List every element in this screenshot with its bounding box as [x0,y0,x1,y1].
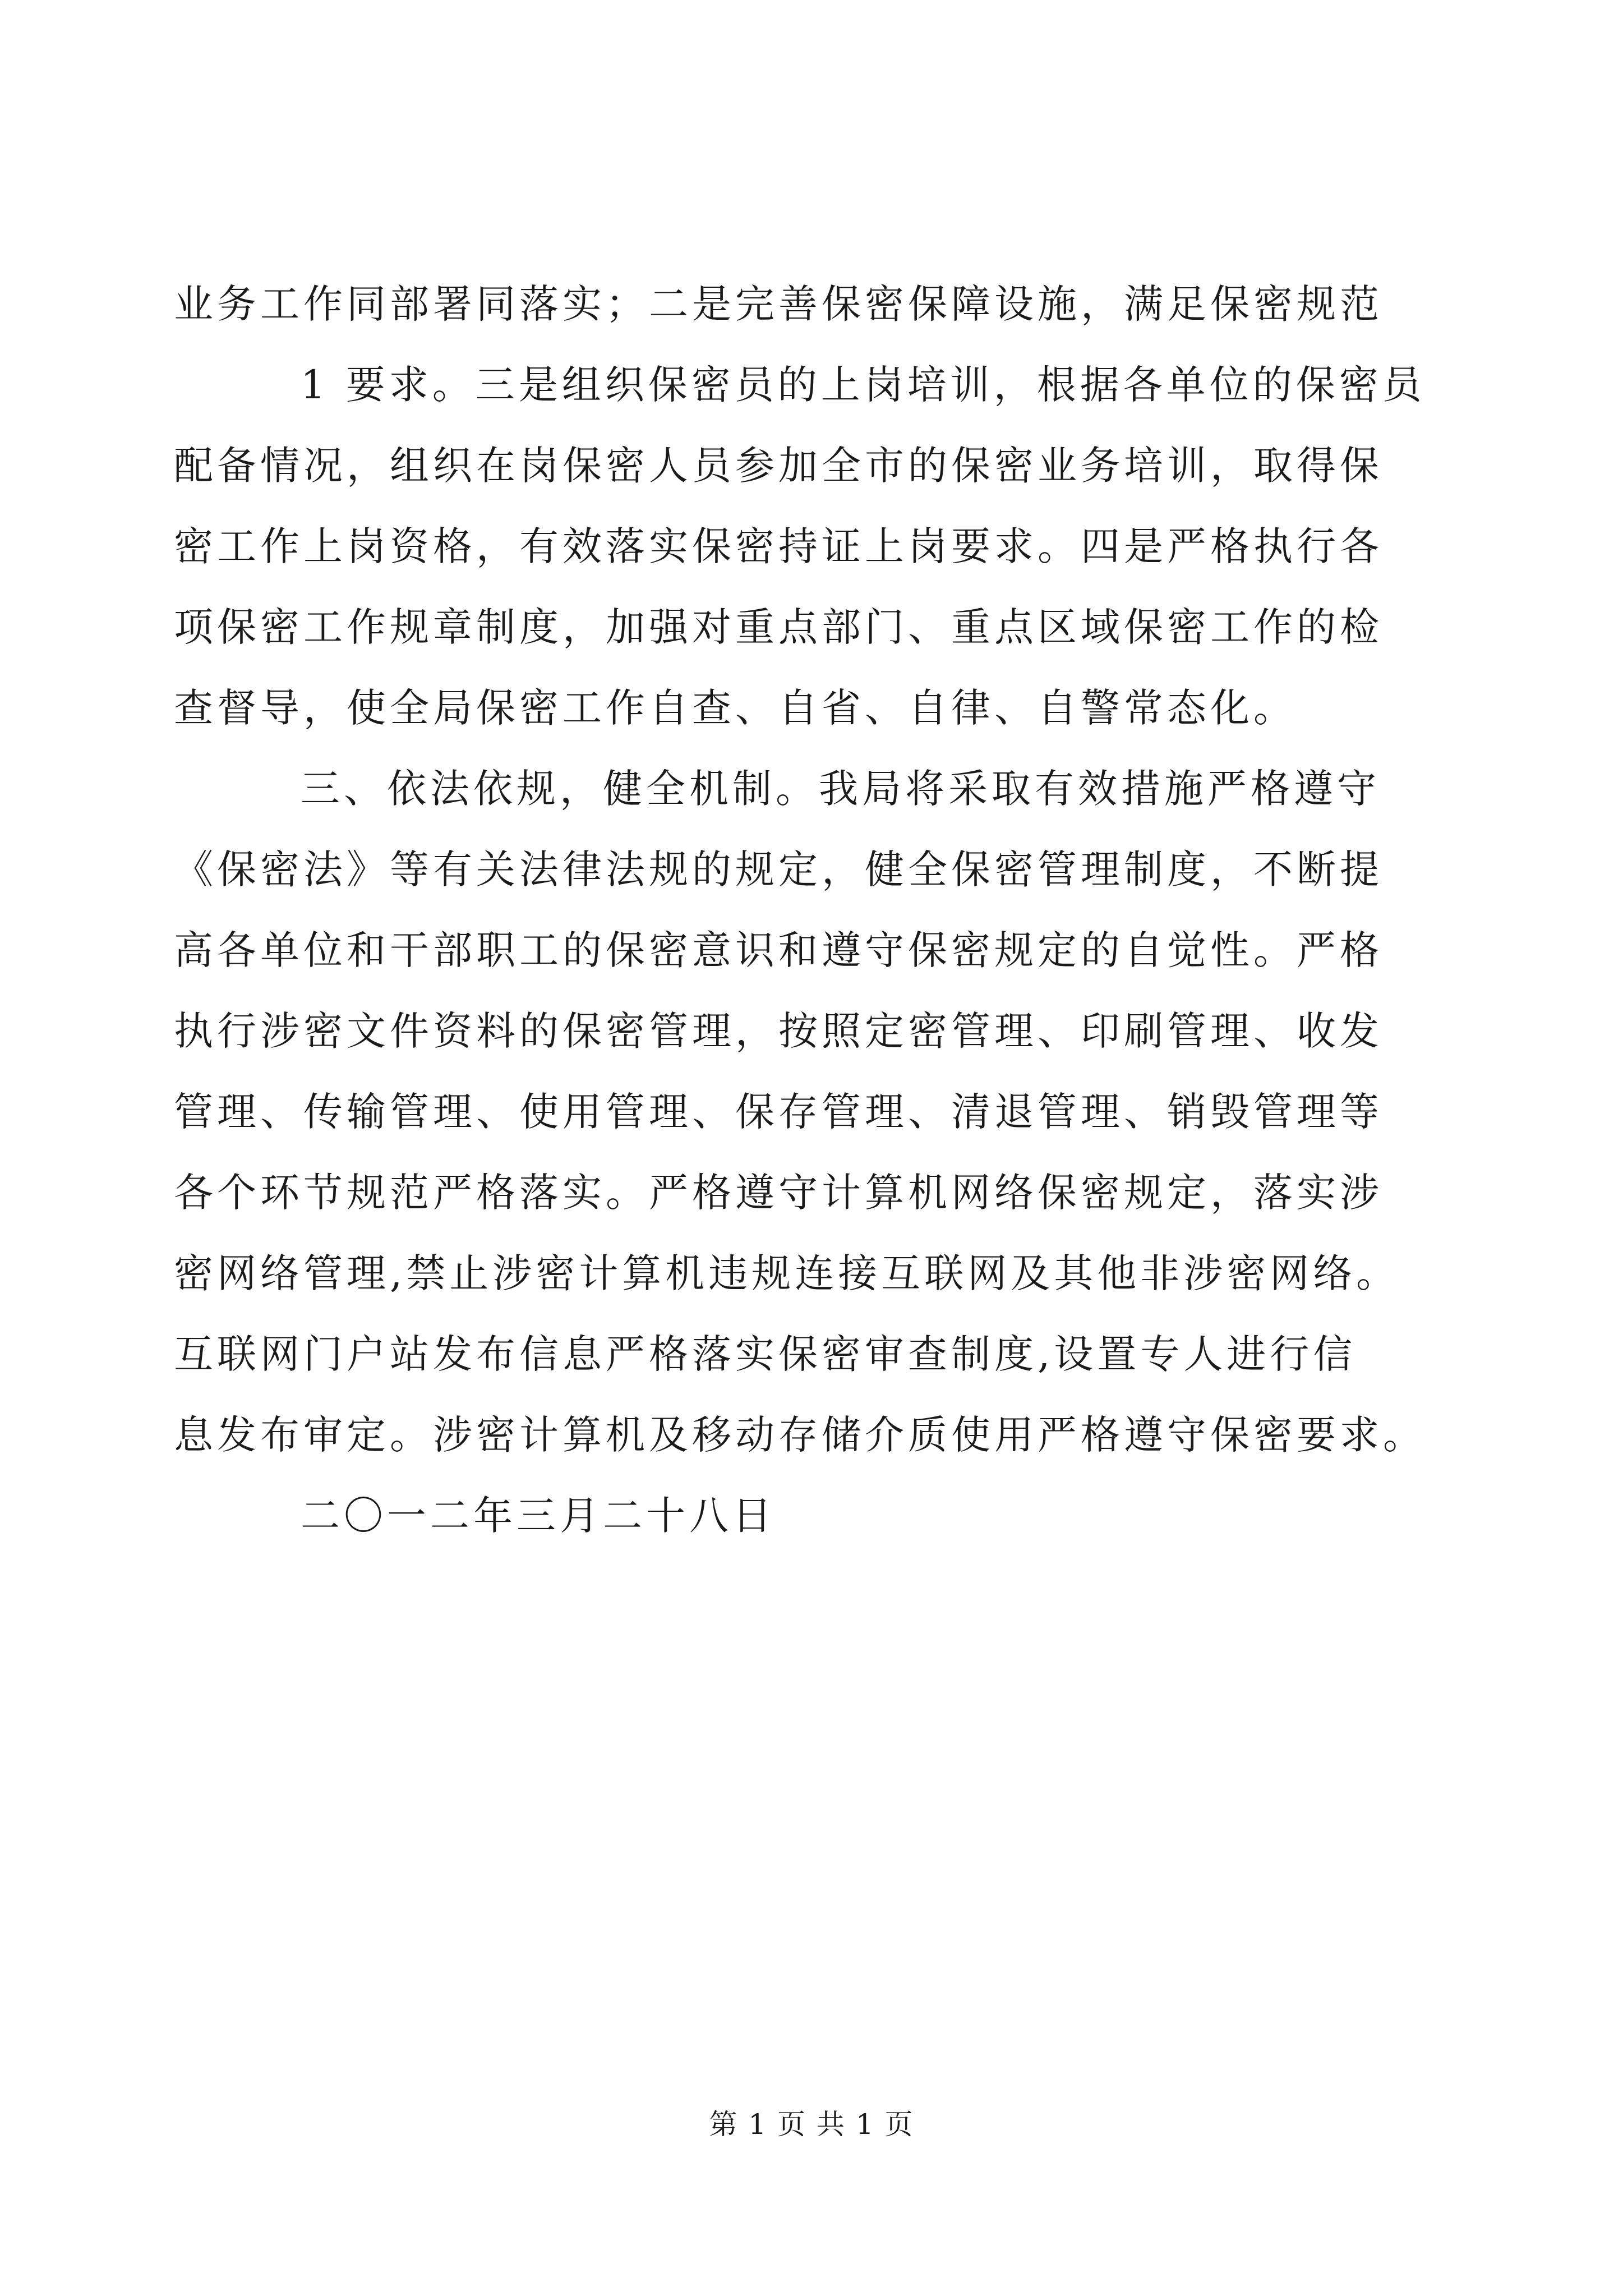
text-line: 查督导，使全局保密工作自查、自省、自律、自警常态化。 [174,685,1297,731]
text-line: 管理、传输管理、使用管理、保存管理、清退管理、销毁管理等 [174,1089,1383,1135]
text-line: 高各单位和干部职工的保密意识和遵守保密规定的自觉性。严格 [174,927,1383,973]
text-line: 业务工作同部署同落实；二是完善保密保障设施，满足保密规范 [174,281,1383,327]
text-line: 项保密工作规章制度，加强对重点部门、重点区域保密工作的检 [174,604,1383,650]
document-body [174,264,1430,1556]
page-footer [0,2105,1623,2144]
section-heading-line: 三、依法依规，健全机制。我局将采取有效措施严格遵守 [301,766,1380,812]
document-date: 二〇一二年三月二十八日 [301,1493,776,1539]
text-line: 各个环节规范严格落实。严格遵守计算机网络保密规定，落实涉 [174,1170,1383,1216]
text-line: 执行涉密文件资料的保密管理，按照定密管理、印刷管理、收发 [174,1008,1383,1054]
text-line: 息发布审定。涉密计算机及移动存储介质使用严格遵守保密要求。 [174,1412,1426,1458]
text-line: 互联网门户站发布信息严格落实保密审查制度,设置专人进行信 [174,1331,1357,1377]
text-line: 1 要求。三是组织保密员的上岗培训，根据各单位的保密员 [301,362,1426,408]
text-line: 密工作上岗资格，有效落实保密持证上岗要求。四是严格执行各 [174,523,1383,569]
text-line: 《保密法》等有关法律法规的规定，健全保密管理制度，不断提 [174,846,1383,892]
text-line: 配备情况，组织在岗保密人员参加全市的保密业务培训，取得保 [174,443,1383,489]
text-line: 密网络管理,禁止涉密计算机违规连接互联网及其他非涉密网络。 [174,1250,1400,1296]
page-number: 第 1 页 共 1 页 [709,2108,914,2141]
